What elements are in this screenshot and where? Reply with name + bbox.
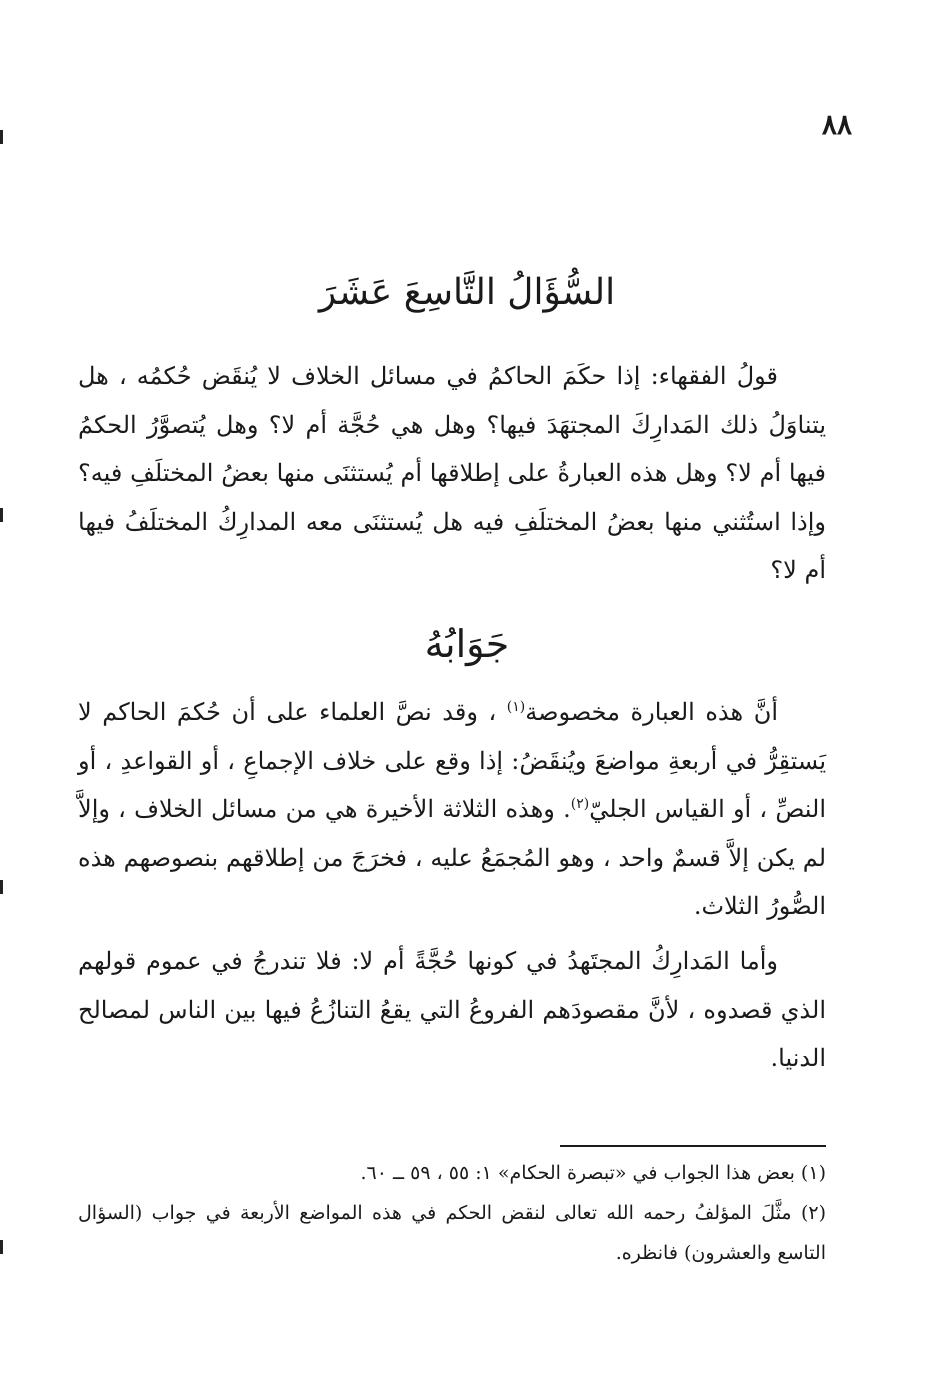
scan-margin-mark — [0, 130, 3, 144]
footnote-separator — [560, 1145, 826, 1147]
footnote-ref-2[interactable]: (٢) — [570, 796, 590, 812]
scan-margin-mark — [0, 1240, 3, 1254]
answer-text-part-1: أنَّ هذه العبارة مخصوصة — [525, 698, 778, 726]
footnote-ref-1[interactable]: (١) — [506, 699, 526, 715]
footnotes — [78, 1153, 826, 1273]
answer-paragraph-1 — [78, 688, 826, 931]
footnote-1: (١) بعض هذا الجواب في «تبصرة الحكام» ١: ٥٥ ، ٥٩ ــ ٦٠. — [360, 1162, 826, 1184]
question-heading: السُّؤَالُ التَّاسِعَ عَشَرَ — [318, 272, 616, 313]
answer-text-part-3: . وهذه الثلاثة الأخيرة هي من مسائل الخلاف ، وإلاَّ لم يكن إلاَّ قسمٌ واحد ، وهو المُجمَعُ عليه ، فخرَجَ من إطلاقهم بنصوصهم هذه الصُّورُ الثلاث. — [78, 795, 827, 920]
scan-margin-mark — [0, 880, 3, 894]
question-paragraph: قولُ الفقهاء: إذا حكَمَ الحاكمُ في مسائل الخلاف لا يُنقَض حُكمُه ، هل يتناوَلُ ذلك المَدارِكَ المجتهَدَ فيها؟ وهل هي حُجَّة أم لا؟ وهل يُتصوَّرُ الحكمُ فيها أم لا؟ وهل هذه العبارةُ على إطلاقها أم يُستثنَى منها بعضُ المختلَفِ فيه؟ وإذا استُثني منها بعضُ المختلَفِ فيه هل يُستثنَى معه المدارِكُ المختلَفُ فيها أم لا؟ — [78, 362, 826, 584]
answer-heading: جَوَابُهُ — [424, 622, 510, 666]
answer-paragraph-2: وأما المَدارِكُ المجتَهدُ في كونها حُجَّةً أم لا: فلا تندرجُ في عموم قولهم الذي قصدوه ، لأنَّ مقصودَهم الفروعُ التي يقعُ التنازُعُ فيها بين الناس لمصالح الدنيا. — [78, 947, 826, 1072]
answer-text-part-2: ، وقد نصَّ العلماء على أن حُكمَ الحاكم لا يَستقِرُّ في أربعةِ مواضعَ ويُنقَضُ: إذا وقع على خلاف الإجماعِ ، أو القواعدِ ، أو النصِّ ، أو القياس الجليّ — [78, 698, 826, 823]
scan-margin-mark — [0, 508, 3, 522]
page-number: ٨٨ — [821, 108, 852, 141]
footnote-2: (٢) مثَّلَ المؤلفُ رحمه الله تعالى لنقض الحكم في هذه المواضع الأربعة في جواب (السؤال التاسع والعشرون) فانظره. — [78, 1202, 826, 1264]
